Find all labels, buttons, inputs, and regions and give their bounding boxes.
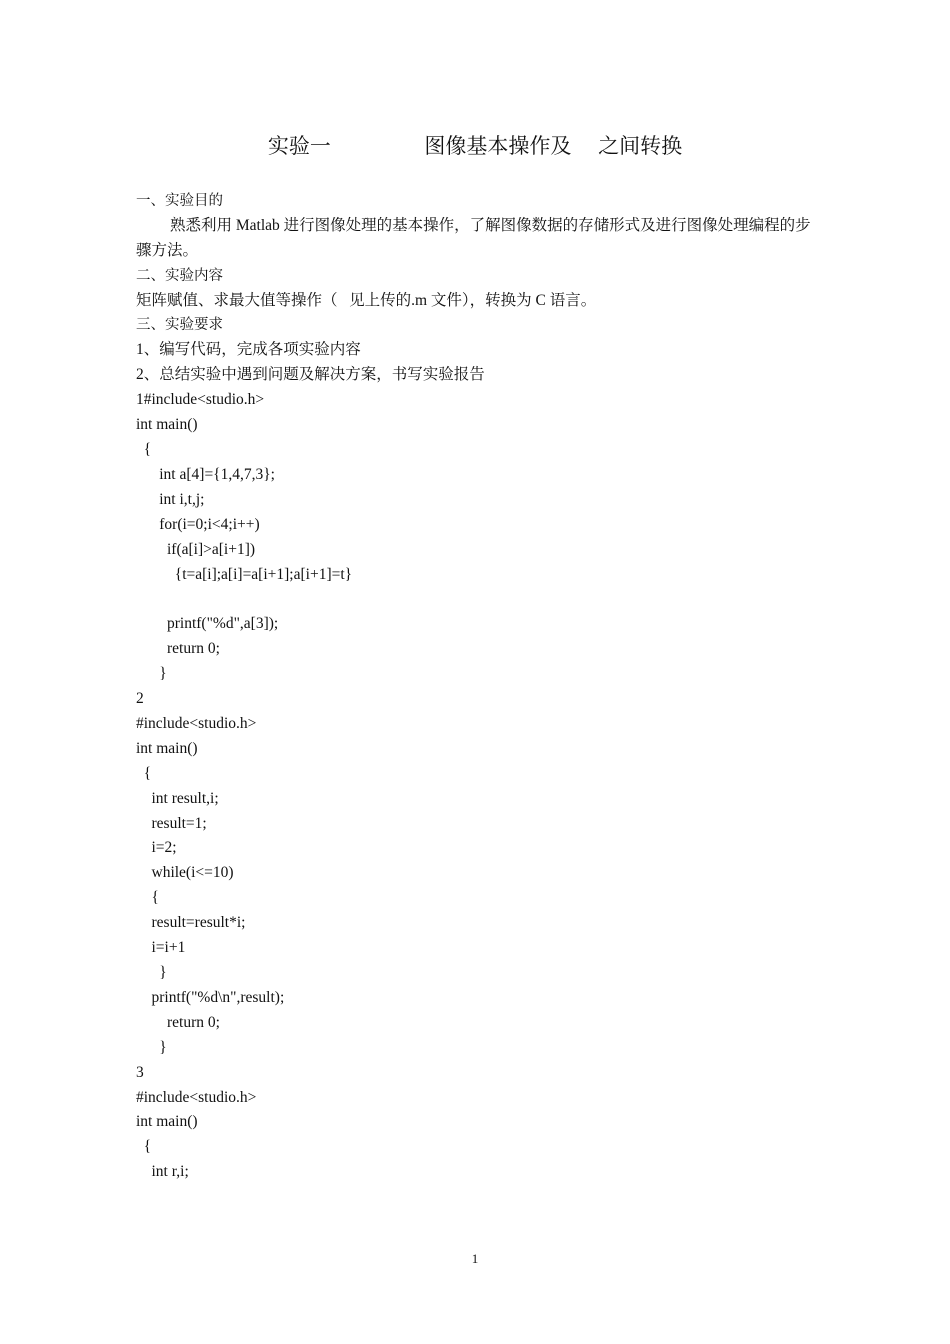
- section-heading-content: 二、实验内容: [136, 267, 223, 284]
- code-block-2: #include<studio.h> int main() { int result,i; result=1; i=2; while(i<=10) { result=result*i; i=i+1 } printf("%d\n",result); return 0; }: [136, 714, 285, 1056]
- code-block-3: #include<studio.h> int main() { int r,i;: [136, 1088, 257, 1181]
- code-label-2: 2: [136, 690, 144, 708]
- requirement-item-2: 2、总结实验中遇到问题及解决方案，书写实验报告: [136, 366, 485, 384]
- page-number: 1: [471, 1251, 479, 1266]
- section-heading-requirements: 三、实验要求: [136, 317, 223, 334]
- document-body: [136, 189, 826, 1185]
- section-heading-objective: 一、实验目的: [136, 193, 223, 209]
- code-label-3: 3: [136, 1063, 144, 1081]
- requirement-item-1: 1、编写代码，完成各项实验内容: [136, 341, 361, 359]
- document-title: 实验一 图像基本操作及 之间转换: [267, 134, 683, 158]
- content-paragraph: 矩阵赋值、求最大值等操作（ 见上传的.m 文件），转换为 C 语言。: [136, 291, 597, 309]
- objective-paragraph: 熟悉利用 Matlab 进行图像处理的基本操作，了解图像数据的存储形式及进行图像处理编程的步骤方法。: [136, 216, 811, 259]
- code-block-1: 1#include<studio.h> int main() { int a[4]={1,4,7,3}; int i,t,j; for(i=0;i<4;i++) if(a[i]>a[i+1]) {t=a[i];a[i]=a[i+1];a[i+1]=t} printf("%d",a[3]); return 0; }: [136, 391, 353, 683]
